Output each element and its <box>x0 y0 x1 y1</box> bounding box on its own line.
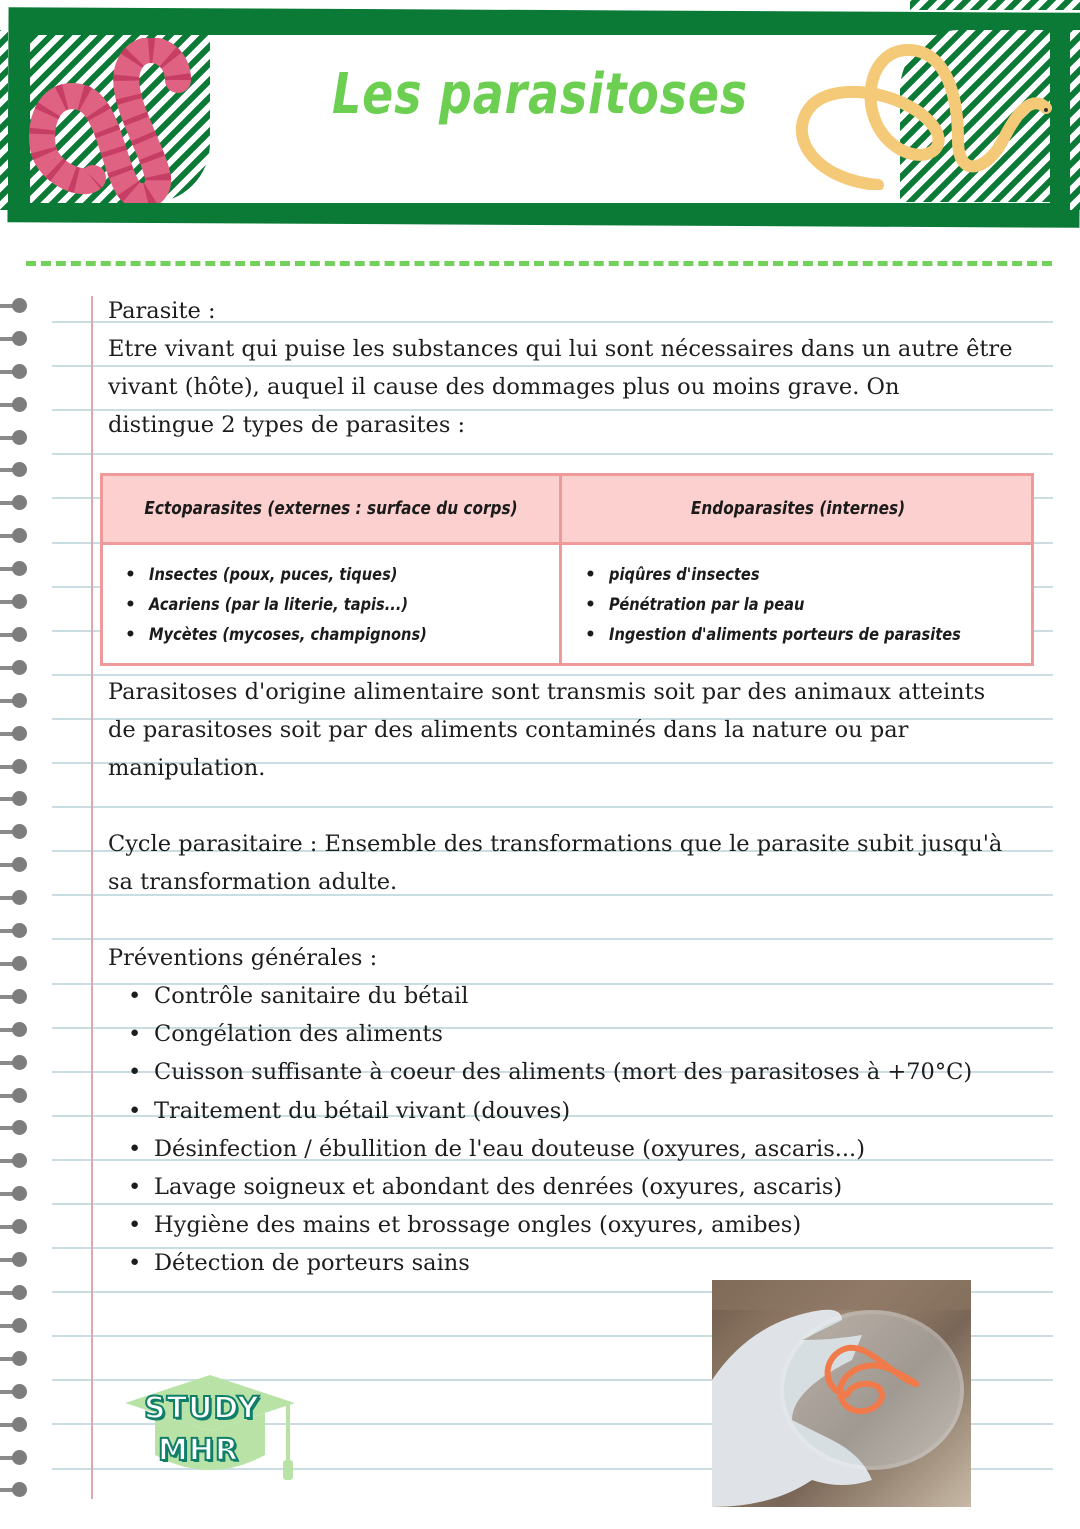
petri-dish-photo <box>712 1280 971 1507</box>
alimentaire-line-3: manipulation. <box>108 755 266 781</box>
preventions-list <box>128 977 972 1283</box>
list-item <box>599 560 1039 590</box>
alimentaire-line-1: Parasitoses d'origine alimentaire sont transmis soit par des animaux atteints <box>108 679 986 705</box>
binder-ring-icon <box>0 331 28 347</box>
binder-ring-icon <box>0 1120 28 1136</box>
list-item: • Hygiène des mains et brossage ongles (oxyures, amibes) <box>128 1206 972 1244</box>
list-item <box>139 620 559 650</box>
dashed-divider <box>26 261 1052 266</box>
parasite-label: Parasite : <box>108 298 216 324</box>
binder-ring-icon <box>0 397 28 413</box>
cycle-line-2: sa transformation adulte. <box>108 869 398 895</box>
parasite-types-table <box>100 473 1034 666</box>
margin-line <box>91 296 93 1499</box>
binder-ring-icon <box>0 528 28 544</box>
binder-ring-icon <box>0 824 28 840</box>
logo-line-1: STUDY <box>144 1391 260 1426</box>
list-item: • Cuisson suffisante à coeur des aliments (mort des parasitoses à +70°C) <box>128 1053 972 1091</box>
binder-ring-icon <box>0 594 28 610</box>
header-ectoparasites: Ectoparasites (externes : surface du corps) <box>144 498 518 519</box>
binder-ring-icon <box>0 956 28 972</box>
binder-ring-icon <box>0 660 28 676</box>
binder-ring-icon <box>0 1384 28 1400</box>
endo-item-text: Pénétration par la peau <box>609 595 805 615</box>
binder-ring-icon <box>0 1482 28 1498</box>
binder-ring-icon <box>0 1417 28 1433</box>
binder-ring-icon <box>0 726 28 742</box>
binder-ring-icon <box>0 1186 28 1202</box>
list-item: • Désinfection / ébullition de l'eau douteuse (oxyures, ascaris...) <box>128 1130 972 1168</box>
ruled-line <box>52 453 1053 455</box>
binder-ring-icon <box>0 1219 28 1235</box>
binder-ring-icon <box>0 1153 28 1169</box>
list-item <box>599 620 1039 650</box>
list-item: • Traitement du bétail vivant (douves) <box>128 1092 972 1130</box>
binder-ring-icon <box>0 1450 28 1466</box>
study-mhr-logo <box>120 1375 300 1485</box>
endo-item-text: piqûres d'insectes <box>609 565 760 585</box>
preventions-label: Préventions générales : <box>108 945 378 971</box>
binder-ring-icon <box>0 759 28 775</box>
list-item <box>139 590 559 620</box>
page-title: Les parasitoses <box>332 62 748 127</box>
binder-ring-icon <box>0 1022 28 1038</box>
ectoparasites-list <box>113 560 559 650</box>
ecto-item-text: Mycètes (mycoses, champignons) <box>149 625 427 645</box>
list-item: • Lavage soigneux et abondant des denrées (oxyures, ascaris) <box>128 1168 972 1206</box>
binder-ring-icon <box>0 561 28 577</box>
binder-ring-icon <box>0 1285 28 1301</box>
endoparasites-list <box>573 560 1039 650</box>
binder-ring-icon <box>0 627 28 643</box>
header-endoparasites: Endoparasites (internes) <box>690 498 906 519</box>
endo-item-text: Ingestion d'aliments porteurs de parasites <box>609 625 961 645</box>
logo-line-2: MHR <box>158 1433 240 1468</box>
binder-ring-icon <box>0 1252 28 1268</box>
binder-ring-icon <box>0 430 28 446</box>
parasite-definition-line-2: vivant (hôte), auquel il cause des dommages plus ou moins grave. On <box>108 374 900 400</box>
binder-ring-icon <box>0 364 28 380</box>
ruled-line <box>52 806 1053 808</box>
alimentaire-line-2: de parasitoses soit par des aliments contaminés dans la nature ou par <box>108 717 909 743</box>
ecto-item-text: Insectes (poux, puces, tiques) <box>149 565 398 585</box>
binder-ring-icon <box>0 1055 28 1071</box>
list-item <box>599 590 1039 620</box>
list-item: • Détection de porteurs sains <box>128 1244 972 1282</box>
list-item: • Contrôle sanitaire du bétail <box>128 977 972 1015</box>
list-item: • Congélation des aliments <box>128 1015 972 1053</box>
binder-ring-icon <box>0 857 28 873</box>
binder-ring-icon <box>0 298 28 314</box>
table-column-separator <box>559 476 562 663</box>
binder-ring-icon <box>0 495 28 511</box>
binder-ring-icon <box>0 890 28 906</box>
banner-stripes-top <box>910 0 1080 10</box>
binder-ring-icon <box>0 1351 28 1367</box>
binder-ring-icon <box>0 1088 28 1104</box>
ecto-item-text: Acariens (par la literie, tapis...) <box>149 595 409 615</box>
parasite-definition-line-1: Etre vivant qui puise les substances qui lui sont nécessaires dans un autre être <box>108 336 1013 362</box>
binder-ring-icon <box>0 791 28 807</box>
photo-illustration <box>712 1280 971 1507</box>
banner-stripes-edge-right <box>1070 30 1080 210</box>
binder-ring-icon <box>0 693 28 709</box>
banner-stripes-edge-left <box>0 30 8 210</box>
binder-ring-icon <box>0 989 28 1005</box>
binder-ring-icon <box>0 462 28 478</box>
cycle-line-1: Cycle parasitaire : Ensemble des transformations que le parasite subit jusqu'à <box>108 831 1003 857</box>
list-item <box>139 560 559 590</box>
binder-ring-icon <box>0 923 28 939</box>
binder-ring-icon <box>0 1318 28 1334</box>
parasite-definition-line-3: distingue 2 types de parasites : <box>108 412 466 438</box>
